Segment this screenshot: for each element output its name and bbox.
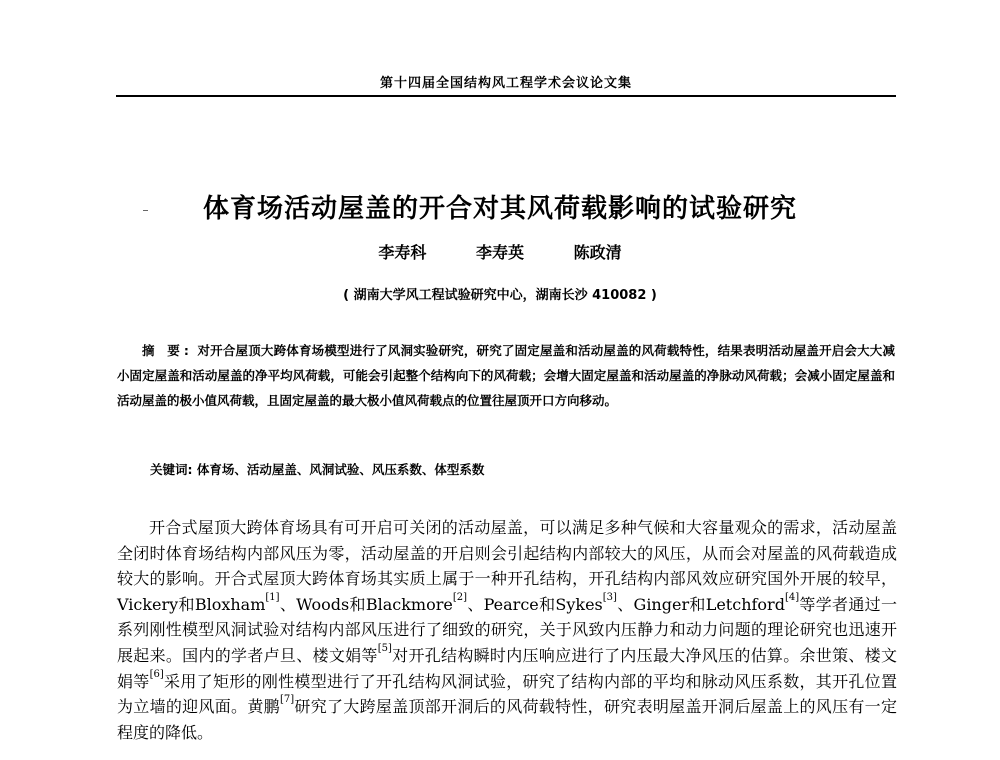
- body-text: 、Ginger和Letchford: [616, 594, 785, 614]
- body-text: 采用了矩形的刚性模型进行了开孔结构风洞试验，研究了结构内部的平均和脉动风压系数，其开孔位置为立墙的迎风面。黄鹏: [117, 671, 897, 717]
- affiliation: ( 湖南大学风工程试验研究中心，湖南长沙 410082 ): [343, 288, 657, 303]
- citation-ref: [5]: [377, 642, 392, 654]
- running-header: 第十四届全国结构风工程学术会议论文集: [379, 76, 632, 91]
- author-name: 李寿科: [378, 243, 427, 262]
- abstract-text: 对开合屋顶大跨体育场模型进行了风洞实验研究，研究了固定屋盖和活动屋盖的风荷载特性，结果表明活动屋盖开启会大大减小固定屋盖和活动屋盖的净平均风荷载，可能会引起整个结构向下的风荷载；会增大固定屋盖和活动屋盖的净脉动风荷载；会减小固定屋盖和活动屋盖的极小值风荷载，且固定屋盖的最大极小值风荷载点的位置往屋顶开口方向移动。: [117, 343, 895, 408]
- body-text: 对开孔结构瞬时内压响应进行了内压最大净风压的估算。余世策、楼文娟等: [117, 645, 897, 691]
- abstract-label: 摘 要:: [142, 343, 193, 358]
- citation-ref: [6]: [149, 668, 164, 680]
- body-text: 等学者通过一系列刚性模型风洞试验对结构内部风压进行了细致的研究，关于风致内压静力和动力问题的理论研究也迅速开展起来。国内的学者卢旦、楼文娟等: [117, 594, 897, 665]
- body-text: 开合式屋顶大跨体育场具有可开启可关闭的活动屋盖，可以满足多种气候和大容量观众的需求，活动屋盖全闭时体育场结构内部风压为零，活动屋盖的开启则会引起结构内部较大的风压，从而会对屋盖的风荷载造成较大的影响。开合式屋顶大跨体育场其实质上属于一种开孔结构，开孔结构内部风效应研究国外开展的较早，Vickery和Bloxham: [117, 518, 897, 614]
- paper-title: 体育场活动屋盖的开合对其风荷载影响的试验研究: [202, 194, 797, 224]
- body-text: 研究了大跨屋盖顶部开洞后的风荷载特性，研究表明屋盖开洞后屋盖上的风压有一定程度的降低。: [117, 697, 897, 742]
- author-list: [0, 240, 1000, 263]
- body-text: 、Woods和Blackmore: [279, 594, 453, 614]
- citation-ref: [7]: [279, 694, 295, 706]
- author-name: 李寿英: [475, 243, 524, 262]
- citation-ref: [4]: [784, 591, 800, 603]
- header-rule: [116, 95, 896, 97]
- abstract: [117, 338, 895, 413]
- body-paragraph: [117, 515, 897, 745]
- keywords-text: 体育场、活动屋盖、风洞试验、风压系数、体型系数: [196, 462, 485, 477]
- citation-ref: [1]: [265, 591, 280, 603]
- body-text: 、Pearce和Sykes: [467, 594, 603, 614]
- keywords: [150, 460, 895, 478]
- author-name: 陈政清: [573, 243, 622, 262]
- citation-ref: [2]: [452, 591, 468, 603]
- keywords-label: 关键词:: [150, 462, 193, 477]
- citation-ref: [3]: [602, 591, 617, 603]
